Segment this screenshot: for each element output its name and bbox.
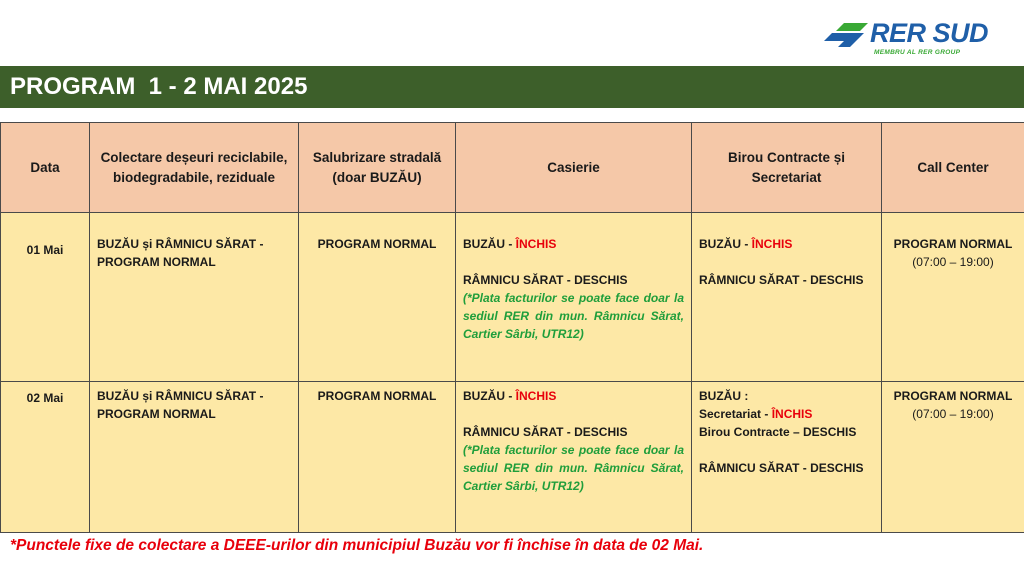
call-center-cell [882, 213, 1024, 382]
header-street-cleaning: Salubrizare stradală (doar BUZĂU) [299, 123, 456, 213]
closed-status: ÎNCHIS [515, 237, 557, 251]
birou-contracte-line: Birou Contracte – DESCHIS [699, 425, 857, 439]
page-title: PROGRAM 1 - 2 MAI 2025 [10, 73, 308, 100]
cashier-buzau-line [463, 235, 684, 253]
contracts-buzau-line [699, 235, 874, 253]
row-date: 01 Mai [1, 213, 90, 382]
contracts-cell [692, 213, 882, 382]
cashier-buzau-label: BUZĂU - [463, 237, 516, 251]
call-center-label: PROGRAM NORMAL [893, 237, 1013, 251]
table-row [1, 213, 1024, 382]
street-cleaning-cell: PROGRAM NORMAL [299, 382, 456, 533]
closed-status: ÎNCHIS [515, 389, 557, 403]
contracts-cell [692, 382, 882, 533]
logo-arrow-icon [822, 21, 872, 49]
logo-tagline: MEMBRU AL RER GROUP [874, 49, 961, 56]
header-call-center: Call Center [882, 123, 1024, 213]
row-date: 02 Mai [1, 382, 90, 533]
footnote: *Punctele fixe de colectare a DEEE-urilor din municipiul Buzău vor fi închise în data de 02 Mai. [10, 537, 704, 554]
contracts-buzau-line: BUZĂU : [699, 389, 749, 403]
header-date: Data [1, 123, 90, 213]
contracts-buzau-label: BUZĂU - [699, 237, 752, 251]
payment-note: (*Plata facturilor se poate face doar la sediul RER din mun. Râmnicu Sărat, Cartier Sârbi, UTR12) [463, 443, 684, 493]
contracts-rs-line: RÂMNICU SĂRAT - DESCHIS [699, 461, 864, 475]
street-cleaning-cell: PROGRAM NORMAL [299, 213, 456, 382]
closed-status: ÎNCHIS [771, 407, 813, 421]
table-row [1, 382, 1024, 533]
call-center-hours: (07:00 – 19:00) [912, 407, 994, 421]
call-center-hours: (07:00 – 19:00) [912, 255, 994, 269]
payment-note: (*Plata facturilor se poate face doar la sediul RER din mun. Râmnicu Sărat, Cartier Sârbi, UTR12) [463, 291, 684, 341]
cashier-rs-line: RÂMNICU SĂRAT - DESCHIS [463, 425, 628, 439]
table-header-row [1, 123, 1024, 213]
call-center-cell [882, 382, 1024, 533]
cashier-rs-line: RÂMNICU SĂRAT - DESCHIS [463, 273, 628, 287]
collection-cell: BUZĂU și RÂMNICU SĂRAT - PROGRAM NORMAL [90, 213, 299, 382]
rer-sud-logo [820, 18, 1000, 60]
header-collection: Colectare deșeuri reciclabile, biodegradabile, reziduale [90, 123, 299, 213]
cashier-cell [456, 213, 692, 382]
contracts-rs-line: RÂMNICU SĂRAT - DESCHIS [699, 273, 864, 287]
closed-status: ÎNCHIS [751, 237, 793, 251]
secretariat-line [699, 405, 874, 423]
cashier-buzau-label: BUZĂU - [463, 389, 516, 403]
cashier-cell [456, 382, 692, 533]
header-contracts: Birou Contracte și Secretariat [692, 123, 882, 213]
collection-cell: BUZĂU și RÂMNICU SĂRAT - PROGRAM NORMAL [90, 382, 299, 533]
schedule-table [0, 122, 1024, 533]
logo-text: RER SUD [870, 18, 989, 48]
cashier-buzau-line [463, 387, 684, 405]
title-bar [0, 66, 1024, 108]
call-center-label: PROGRAM NORMAL [893, 389, 1013, 403]
header-cashier: Casierie [456, 123, 692, 213]
secretariat-label: Secretariat - [699, 407, 772, 421]
